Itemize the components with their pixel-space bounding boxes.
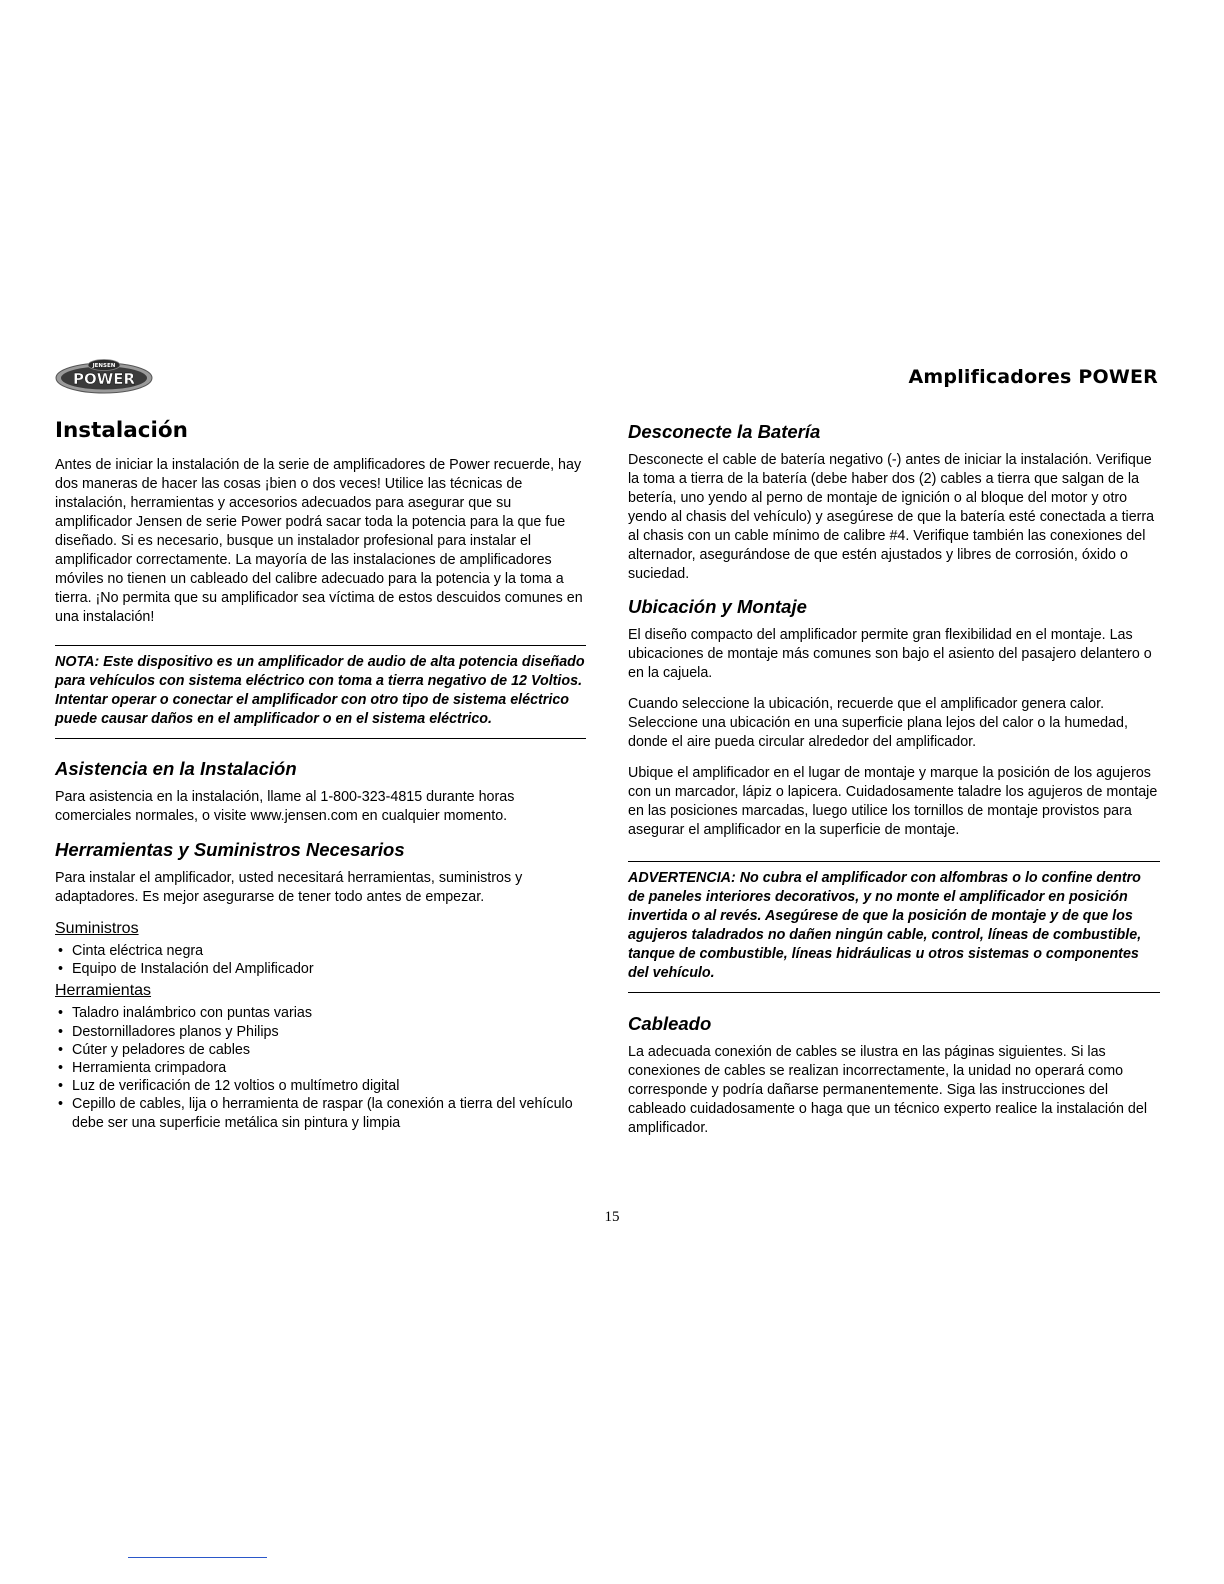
- assistance-heading: Asistencia en la Instalación: [55, 758, 297, 779]
- list-item: • Luz de verificación de 12 voltios o multímetro digital: [55, 1077, 586, 1095]
- page-number: 15: [604, 1209, 620, 1225]
- installation-paragraph: Antes de iniciar la instalación de la serie de amplificadores de Power recuerde, hay dos maneras de hacer las cosas ¡bien o dos veces! Utilice las técnicas de instalación, herramientas y accesorios adecuados para asegurar que su amplificador Jensen de serie Power podrá sacar toda la potencia para la que fue diseñado. Si es necesario, busque un instalador profesional para instalar el amplificador correctamente. La mayoría de las instalaciones de amplificadores móviles no tienen un cableado del calibre adecuado para la potencia y la toma a tierra. ¡No permita que su amplificador sea víctima de estos descuidos comunes en una instalación!: [55, 457, 583, 625]
- mounting-heading: Ubicación y Montaje: [628, 596, 807, 617]
- tools-paragraph: Para instalar el amplificador, usted necesitará herramientas, suministros y adaptadores. Es mejor asegurarse de tener todo antes de empezar.: [55, 870, 523, 905]
- installation-heading: Instalación: [55, 418, 188, 443]
- list-item: • Cúter y peladores de cables: [55, 1041, 586, 1059]
- assistance-paragraph: Para asistencia en la instalación, llame al 1-800-323-4815 durante horas comerciales normales, o visite www.jensen.com en cualquier momento.: [55, 789, 515, 824]
- wiring-heading: Cableado: [628, 1013, 712, 1034]
- wiring-paragraph: La adecuada conexión de cables se ilustra en las páginas siguientes. Si las conexiones de cables se realizan incorrectamente, la unidad no operará como corresponde y podría dañarse permanentemente. Siga las instrucciones del cableado cuidadosamente o haga que un técnico experto realice la instalación del amplificador.: [628, 1044, 1148, 1136]
- list-item: • Taladro inalámbrico con puntas varias: [55, 1004, 586, 1022]
- battery-heading: Desconecte la Batería: [628, 421, 821, 442]
- list-item: • Equipo de Instalación del Amplificador: [55, 960, 586, 978]
- note-box: NOTA: Este dispositivo es un amplificador de audio de alta potencia diseñado para vehículos con sistema eléctrico con toma a tierra negativo de 12 Voltios. Intentar operar o conectar el amplificador con otro tipo de sistema eléctrico puede causar daños en el amplificador o en el sistema eléctrico.: [55, 645, 586, 739]
- list-item: • Cepillo de cables, lija o herramienta de raspar (la conexión a tierra del vehículo debe ser una superficie metálica sin pintura y limpia: [55, 1095, 586, 1131]
- right-column: [628, 418, 1160, 1138]
- mounting-paragraph-3: Ubique el amplificador en el lugar de montaje y marque la posición de los agujeros con un marcador, lápiz o lapicera. Cuidadosamente taladre los agujeros de montaje en las posiciones marcadas, luego utilice los tornillos de montaje provistos para asegurar el amplificador en la superficie de montaje.: [628, 765, 1158, 838]
- tools-list: [55, 1004, 586, 1131]
- warning-box: ADVERTENCIA: No cubra el amplificador con alfombras o lo confine dentro de paneles interiores decorativos, y no monte el amplificador en posición invertida o al revés. Asegúrese de que la posición de montaje y de que los agujeros taladrados no dañen ningún cable, control, líneas de combustible, tanque de combustible, líneas hidráulicas u otros sistemas o componentes del vehículo.: [628, 861, 1160, 993]
- footer-divider: [128, 1557, 267, 1558]
- tools-heading: Herramientas y Suministros Necesarios: [55, 839, 405, 860]
- list-item: • Herramienta crimpadora: [55, 1059, 586, 1077]
- list-item: • Destornilladores planos y Philips: [55, 1023, 586, 1041]
- mounting-paragraph-2: Cuando seleccione la ubicación, recuerde que el amplificador genera calor. Seleccione una ubicación en una superficie plana lejos del calor o la humedad, donde el aire pueda circular alrededor del amplificador.: [628, 696, 1128, 750]
- header-title: Amplificadores POWER: [908, 366, 1158, 388]
- logo-top-text: JENSEN: [92, 363, 116, 369]
- left-column: [55, 418, 586, 1132]
- logo-main-text: POWER: [72, 370, 136, 388]
- mounting-paragraph-1: El diseño compacto del amplificador permite gran flexibilidad en el montaje. Las ubicaciones de montaje más comunes son bajo el asiento del pasajero delantero o en la cajuela.: [628, 627, 1152, 681]
- list-item: • Cinta eléctrica negra: [55, 942, 586, 960]
- supplies-label: Suministros: [55, 920, 139, 937]
- battery-paragraph: Desconecte el cable de batería negativo (-) antes de iniciar la instalación. Verifique la toma a tierra de la batería (debe haber dos (2) cables a tierra que salgan de la betería, uno yendo al perno de montaje de ignición o al bloque del motor y otro yendo al chasis del vehículo) y asegúrese de que la batería esté conectada a tierra al chasis con un cable mínimo de calibre #4. Verifique también las conexiones del alternador, asegurándose de que estén ajustados y libres de corrosión, óxido o suciedad.: [628, 452, 1155, 582]
- supplies-list: [55, 942, 586, 978]
- jensen-power-logo: [54, 357, 154, 395]
- tools-label: Herramientas: [55, 982, 152, 1000]
